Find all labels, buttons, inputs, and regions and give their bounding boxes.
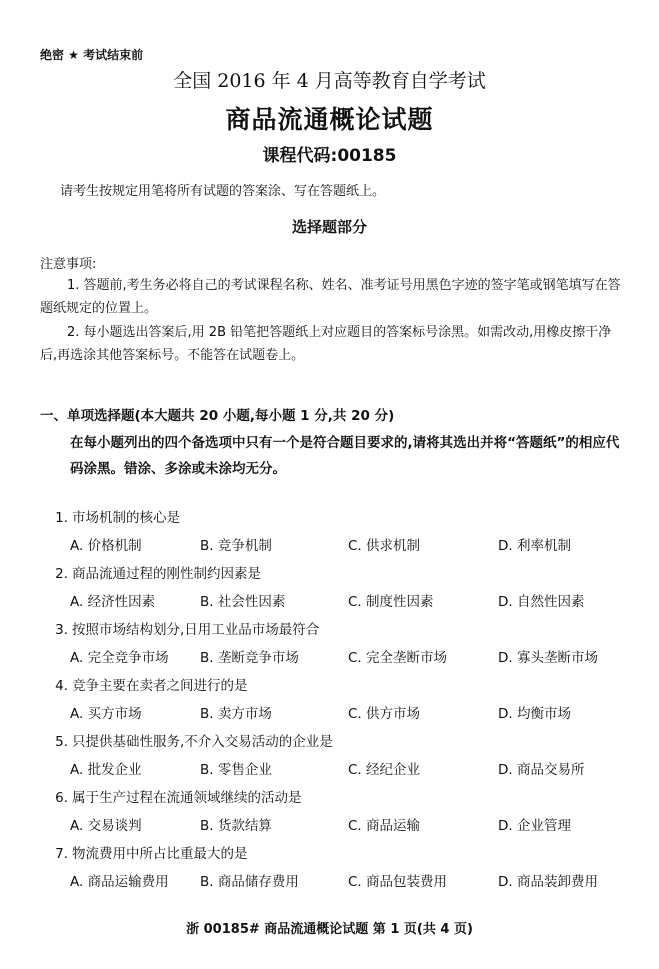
- question-stem: [40, 674, 248, 694]
- option-d: D. 利率机制: [498, 538, 571, 554]
- question-text: 竞争主要在卖者之间进行的是: [72, 678, 248, 694]
- question-text: 属于生产过程在流通领域继续的活动是: [72, 790, 302, 806]
- question-item: [40, 674, 630, 730]
- question-item: [40, 506, 630, 562]
- option-c: C. 商品运输: [348, 818, 421, 834]
- option-d: D. 企业管理: [498, 818, 571, 834]
- question-stem: [40, 786, 302, 806]
- option-a: A. 商品运输费用: [70, 874, 169, 890]
- option-a: A. 批发企业: [70, 762, 142, 778]
- option-b: B. 商品储存费用: [200, 874, 299, 890]
- option-c: C. 商品包装费用: [348, 874, 448, 890]
- option-d: D. 自然性因素: [498, 594, 585, 610]
- question-text: 物流费用中所占比重最大的是: [72, 846, 248, 862]
- question-stem: [40, 618, 319, 638]
- subject-title: 商品流通概论试题: [225, 105, 434, 134]
- note-item: 1. 答题前,考生务必将自己的考试课程名称、姓名、准考证号用黑色字迹的签字笔或钢笔填写在答题纸规定的位置上。: [40, 278, 621, 316]
- question-number: 7.: [55, 846, 68, 862]
- question-number: 1.: [55, 510, 68, 526]
- section-heading: 一、单项选择题(本大题共 20 小题,每小题 1 分,共 20 分): [40, 408, 395, 424]
- answer-instruction: 请考生按规定用笔将所有试题的答案涂、写在答题纸上。: [60, 184, 386, 199]
- question-text: 按照市场结构划分,日用工业品市场最符合: [72, 622, 320, 638]
- option-d: D. 寡头垄断市场: [498, 650, 598, 666]
- course-code: 课程代码:00185: [262, 146, 397, 166]
- option-a: A. 完全竞争市场: [70, 650, 169, 666]
- option-a: A. 经济性因素: [70, 594, 156, 610]
- question-number: 6.: [55, 790, 68, 806]
- question-text: 市场机制的核心是: [72, 510, 180, 526]
- option-d: D. 商品交易所: [498, 762, 585, 778]
- option-c: C. 经纪企业: [348, 762, 421, 778]
- option-b: B. 卖方市场: [200, 706, 272, 722]
- option-d: D. 商品装卸费用: [498, 874, 598, 890]
- option-c: C. 供方市场: [348, 706, 421, 722]
- option-c: C. 制度性因素: [348, 594, 434, 610]
- page-footer: 浙 00185# 商品流通概论试题 第 1 页(共 4 页): [186, 922, 473, 937]
- question-stem: [40, 730, 333, 750]
- option-b: B. 零售企业: [200, 762, 272, 778]
- question-stem: [40, 562, 261, 582]
- option-b: B. 垄断竞争市场: [200, 650, 299, 666]
- option-a: A. 交易谈判: [70, 818, 142, 834]
- option-c: C. 完全垄断市场: [348, 650, 448, 666]
- exam-title: 全国 2016 年 4 月高等教育自学考试: [173, 70, 486, 92]
- question-stem: [40, 842, 248, 862]
- option-d: D. 均衡市场: [498, 706, 571, 722]
- section-description: 在每小题列出的四个备选项中只有一个是符合题目要求的,请将其选出并将“答题纸”的相应代码涂黑。错涂、多涂或未涂均无分。: [70, 435, 620, 477]
- question-number: 3.: [55, 622, 68, 638]
- question-number: 5.: [55, 734, 68, 750]
- question-item: [40, 786, 630, 842]
- question-item: [40, 562, 630, 618]
- question-text: 商品流通过程的刚性制约因素是: [72, 566, 261, 582]
- option-b: B. 社会性因素: [200, 594, 286, 610]
- question-number: 4.: [55, 678, 68, 694]
- question-item: [40, 730, 630, 786]
- part-title: 选择题部分: [291, 218, 367, 236]
- note-item: 2. 每小题选出答案后,用 2B 铅笔把答题纸上对应题目的答案标号涂黑。如需改动,用橡皮擦干净后,再选涂其他答案标号。不能答在试题卷上。: [40, 325, 612, 363]
- question-number: 2.: [55, 566, 68, 582]
- option-b: B. 竞争机制: [200, 538, 272, 554]
- question-item: [40, 618, 630, 674]
- option-a: A. 买方市场: [70, 706, 142, 722]
- option-a: A. 价格机制: [70, 538, 142, 554]
- option-b: B. 货款结算: [200, 818, 272, 834]
- notes-heading: 注意事项:: [40, 257, 97, 272]
- question-text: 只提供基础性服务,不介入交易活动的企业是: [72, 734, 333, 750]
- confidential-label: 绝密 ★ 考试结束前: [40, 48, 144, 62]
- question-stem: [40, 506, 180, 526]
- question-item: [40, 842, 630, 898]
- option-c: C. 供求机制: [348, 538, 421, 554]
